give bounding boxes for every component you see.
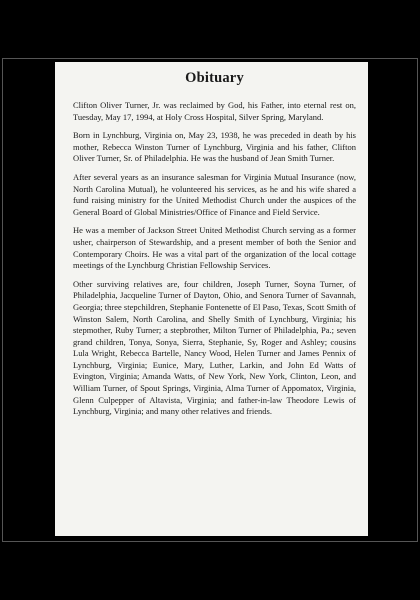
document-page [55, 62, 368, 536]
paragraph-church: He was a member of Jackson Street United Methodist Church serving as a former usher, chairperson of Stewardship, and a present member of both the Senior and Contemporary Choirs. He was a vital part of the organization of the local cottage meetings of the Lynchburg Christian Fellowship Services. [73, 225, 356, 271]
paragraph-survivors: Other surviving relatives are, four children, Joseph Turner, Soyna Turner, of Philadelphia, Jacqueline Turner of Dayton, Ohio, and Senora Turner of Savannah, Georgia; three stepchildren, Stephanie Fontenette of El Paso, Texas, Scott Smith of Winston Salem, North Carolina, and Shelly Smith of Lynchburg, Virginia; his stepmother, Ruby Turner; a stepbrother, Milton Turner of Philadelphia, Pa.; seven grand children, Tonya, Sonya, Sierra, Stephanie, Sy, Roger and Ashley; cousins Lula Wright, Rebecca Bartelle, Nancy Wood, Helen Turner and James Pennix of Lynchburg, Virginia; Eunice, Mary, Luther, Larkin, and John Ed Watts of Evington, Virginia; Amanda Watts, of New York, New York, Clinton, Leon, and William Turner, of Spout Springs, Virginia, Alma Turner of Appomatox, Virginia, Glenn Culpepper of Altavista, Virginia; and father-in-law Theodore Lewis of Lynchburg, Virginia; and many other relatives and friends. [73, 278, 356, 417]
paragraph-death-notice: Clifton Oliver Turner, Jr. was reclaimed by God, his Father, into eternal rest on, Tuesday, May 17, 1994, at Holy Cross Hospital, Silver Spring, Maryland. [73, 100, 356, 122]
paragraph-birth-family: Born in Lynchburg, Virginia on, May 23, 1938, he was preceded in death by his mother, Rebecca Winston Turner of Lynchburg, Virginia and his father, Clifton Oliver Turner, Sr. of Philadelphia. He was the husband of Jean Smith Turner. [73, 130, 356, 164]
page-title: Obituary [185, 70, 244, 86]
paragraph-career: After several years as an insurance salesman for Virginia Mutual Insurance (now, North Carolina Mutual), he volunteered his services, as he and his wife shared a fund raising ministry for the United Methodist Church under the auspices of the General Board of Global Ministries/Office of Finance and Field Service. [73, 171, 356, 217]
